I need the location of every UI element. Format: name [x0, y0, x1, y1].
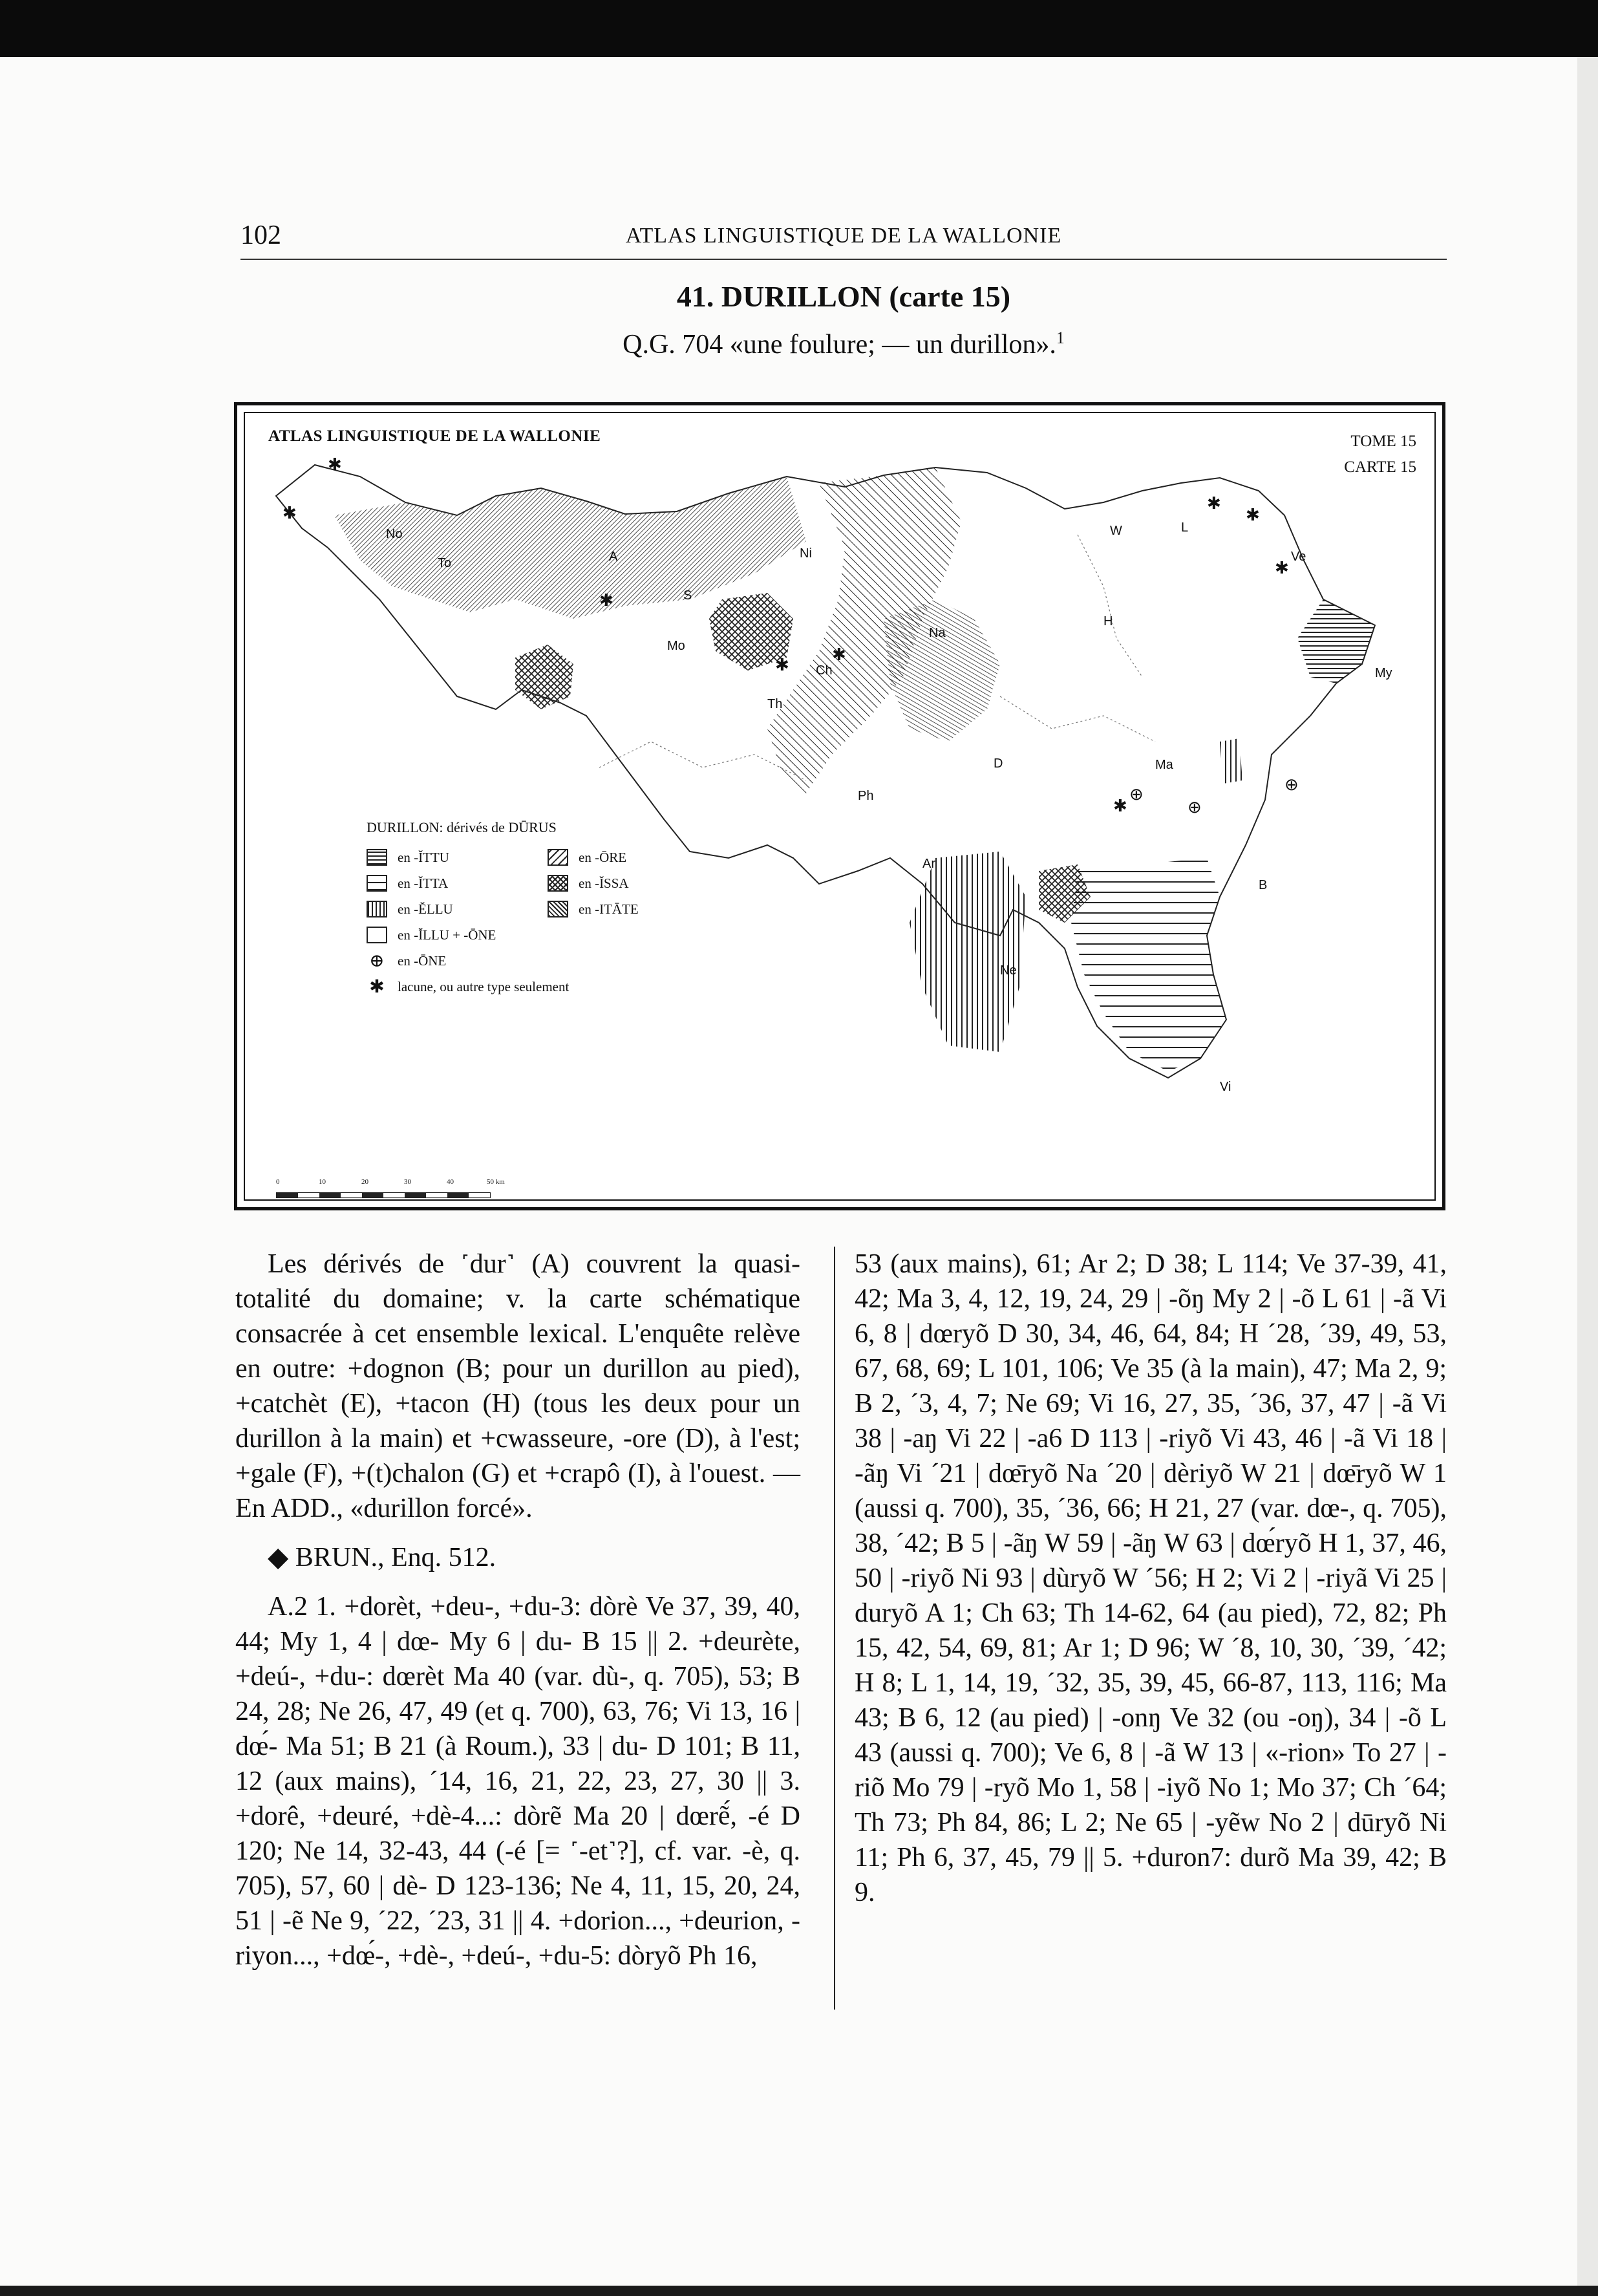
one-marker: ⊕	[1188, 797, 1202, 817]
scale-label: 10	[319, 1178, 326, 1186]
article-subtitle	[240, 328, 1447, 360]
lacune-marker: ✱	[775, 655, 789, 674]
legend-label: en -ŌNE	[398, 952, 447, 969]
legend-title: DURILLON: dérivés de DŪRUS	[367, 819, 557, 835]
region-label-ve: Ve	[1291, 550, 1306, 564]
legend-item-itate	[548, 899, 639, 919]
map-tome-label	[1344, 429, 1416, 480]
legend-item-ellu	[367, 899, 453, 919]
legend-swatch	[367, 927, 387, 943]
legend-item-one	[367, 951, 446, 971]
legend-item-lacune	[367, 977, 569, 996]
footnote-mark: 1	[1056, 328, 1065, 347]
right-scan-shade	[1577, 57, 1598, 2286]
page-number: 102	[240, 220, 281, 250]
legend-label: en -ĔLLU	[398, 901, 453, 917]
running-title: ATLAS LINGUISTIQUE DE LA WALLONIE	[625, 224, 1062, 248]
scale-label: 0	[276, 1178, 280, 1186]
forms-continued-paragraph: 53 (aux mains), 61; Ar 2; D 38; L 114; Ve 37-39, 41, 42; Ma 3, 4, 12, 19, 24, 29 | -õŋ My 2 | -õ L 61 | -ã Vi 6, 8 | dœryõ D 30, 34, 46, 64, 84; H ´28, ´39, 49, 53, 67, 68, 69; L 101, 106; Ve 35 (à la main), 47; Ma 2, 9; B 2, ´3, 4, 7; Ne 69; Vi 16, 27, 35, ´36, 37, 47 | -ã Vi 38 | -aŋ Vi 22 | -a6 D 113 | -riyõ Vi 43, 46 | -ã Vi 18 | -ãŋ Vi ´21 | dœ̄ryõ Na ´20 | dèriyõ W 21 | dœ̄ryõ W 1 (aussi q. 700), 35, ´36, 66; H 21, 27 (var. dœ-, q. 705), 38, ´42; B 5 | -ãŋ W 59 | -ãŋ W 63 | dœ́ryõ H 1, 37, 46, 50 | -riyõ Ni 93 | dùryõ W ´56; H 2; Vi 2 | -riyã Vi 25 | duryõ A 1; Ch 63; Th 14-62, 64 (au pied), 72, 82; Ph 15, 42, 54, 69, 81; Ar 1; D 96; W ´8, 10, 30, ´39, ´42; H 8; L 1, 14, 19, ´32, 35, 39, 45, 66-87, 113, 116; Ma 43; B 6, 12 (au pied) | -onŋ Ve 32 (ou -oŋ), 34 | -õ L 43 (aussi q. 700); Ve 6, 8 | -ã W 13 | «-rion» To 27 | -riõ Mo 79 | -ryõ Mo 1, 58 | -iyõ No 1; Mo 37; Ch ´64; Th 73; Ph 84, 86; L 2; Ne 65 | -yẽw No 2 | dūryõ Ni 11; Ph 6, 37, 45, 79 || 5. +duron7: durõ Ma 39, 42; B 9.	[855, 1249, 1447, 1907]
region-label-na: Na	[929, 626, 946, 640]
lacune-marker: ✱	[1207, 493, 1221, 513]
scale-label: 50 km	[487, 1178, 505, 1186]
area-ellu-south	[910, 852, 1026, 1052]
region-label-ch: Ch	[816, 663, 833, 678]
legend-label: en -ĬLLU + -ŌNE	[398, 927, 496, 943]
subtitle-text: Q.G. 704 «une foulure; — un durillon».	[623, 330, 1056, 359]
legend-swatch	[367, 849, 387, 866]
bottom-scan-border	[0, 2286, 1598, 2296]
region-label-no: No	[386, 527, 403, 541]
region-label-ma: Ma	[1155, 758, 1173, 772]
lacune-marker: ✱	[832, 645, 846, 664]
one-marker: ⊕	[1284, 775, 1299, 794]
area-ellu-small	[1220, 738, 1242, 784]
map-figure	[234, 402, 1445, 1210]
legend-label: en -ITĀTE	[579, 901, 639, 917]
region-label-vi: Vi	[1220, 1080, 1231, 1094]
legend-item-ittu	[367, 848, 449, 867]
legend-swatch	[548, 901, 568, 917]
lacune-marker: ✱	[599, 590, 613, 610]
region-label-d: D	[994, 756, 1003, 771]
article-title: 41. DURILLON (carte 15)	[676, 280, 1011, 313]
forms-paragraph: A.2 1. +dorèt, +deu-, +du-3: dòrè Ve 37, 39, 40, 44; My 1, 4 | dœ- My 6 | du- B 15 || 2. +deurète, +deú-, +du-: dœrèt Ma 40 (var. dù-, q. 705), 53; B 24, 28; Ne 26, 47, 49 (et q. 700), 63, 76; Vi 13, 16 | dœ́- Ma 51; B 21 (à Roum.), 33 | du- D 101; B 11, 12 (aux mains), ´14, 16, 21, 22, 23, 27, 30 || 3. +dorê, +deuré, +dè-4...: dòrẽ Ma 20 | dœrẽ́, -é D 120; Ne 14, 32-43, 44 (-é [= ˹-et˺?], cf. var. -è, q. 705), 57, 60 | dè- D 123-136; Ne 4, 11, 15, 20, 24, 51 | -ẽ Ne 9, ´22, ´23, 31 || 4. +dorion..., +deurion, -riyon..., +dœ́-, +dè-, +deú-, +du-5: dòryõ Ph 16,	[235, 1592, 800, 1971]
asterisk-icon: ✱	[369, 977, 385, 997]
region-label-mo: Mo	[667, 639, 685, 653]
scale-label: 20	[361, 1178, 368, 1186]
right-column	[855, 1247, 1447, 1910]
carte-text: CARTE 15	[1344, 458, 1416, 476]
region-label-w: W	[1110, 524, 1122, 538]
left-column	[235, 1247, 800, 1973]
region-label-ar: Ar	[922, 857, 935, 871]
legend-label: lacune, ou autre type seulement	[398, 978, 570, 994]
scale-label: 40	[447, 1178, 454, 1186]
tome-text: TOME 15	[1350, 433, 1416, 450]
region-label-b: B	[1259, 878, 1268, 892]
scale-label: 30	[404, 1178, 411, 1186]
legend-label: en -ŌRE	[579, 849, 627, 865]
legend-swatch	[367, 875, 387, 892]
legend-label: en -ĬSSA	[579, 875, 629, 891]
reference-paragraph: ◆ BRUN., Enq. 512.	[268, 1543, 496, 1572]
legend-item-itta	[367, 874, 448, 893]
region-label-ne: Ne	[1000, 963, 1017, 978]
column-separator	[834, 1247, 835, 2010]
region-label-a: A	[609, 550, 618, 564]
region-label-to: To	[438, 556, 452, 570]
scale-line	[276, 1192, 491, 1198]
legend-label: en -ĬTTU	[398, 849, 449, 865]
legend-item-illu	[367, 925, 496, 945]
map-drawing	[237, 405, 1442, 1207]
circle-plus-icon: ⊕	[369, 951, 385, 971]
region-label-my: My	[1375, 666, 1392, 680]
region-label-h: H	[1103, 614, 1113, 628]
region-label-th: Th	[767, 697, 783, 711]
top-scan-border	[0, 0, 1598, 57]
legend-swatch	[548, 875, 568, 892]
legend-item-ore	[548, 848, 626, 867]
region-label-ni: Ni	[800, 546, 812, 561]
intro-paragraph: Les dérivés de ˹dur˺ (A) couvrent la quasi-totalité du domaine; v. la carte schématique consacrée à cet ensemble lexical. L'enquête relève en outre: +dognon (B; pour un durillon au pied), +catchèt (E), +tacon (H) (tous les deux pour un durillon à la main) et +cwasseure, -ore (D), à l'est; +gale (F), +(t)chalon (G) et +crapô (I), à l'ouest. — En ADD., «durillon forcé».	[235, 1249, 800, 1523]
running-header	[240, 220, 1447, 259]
one-marker: ⊕	[1129, 784, 1144, 804]
lacune-marker: ✱	[1275, 558, 1289, 577]
lacune-marker: ✱	[328, 455, 342, 474]
lacune-marker: ✱	[1246, 505, 1260, 524]
legend-swatch	[367, 901, 387, 917]
legend-label: en -ĬTTA	[398, 875, 449, 891]
header-rule	[240, 259, 1447, 260]
legend-item-issa	[548, 874, 629, 893]
lacune-marker: ✱	[1113, 796, 1127, 815]
legend-swatch	[548, 849, 568, 866]
region-label-l: L	[1181, 520, 1189, 535]
region-label-ph: Ph	[858, 789, 874, 803]
map-title: ATLAS LINGUISTIQUE DE LA WALLONIE	[268, 427, 601, 445]
area-itta-southeast	[1071, 858, 1226, 1071]
region-label-s: S	[683, 588, 692, 603]
lacune-marker: ✱	[282, 503, 297, 522]
